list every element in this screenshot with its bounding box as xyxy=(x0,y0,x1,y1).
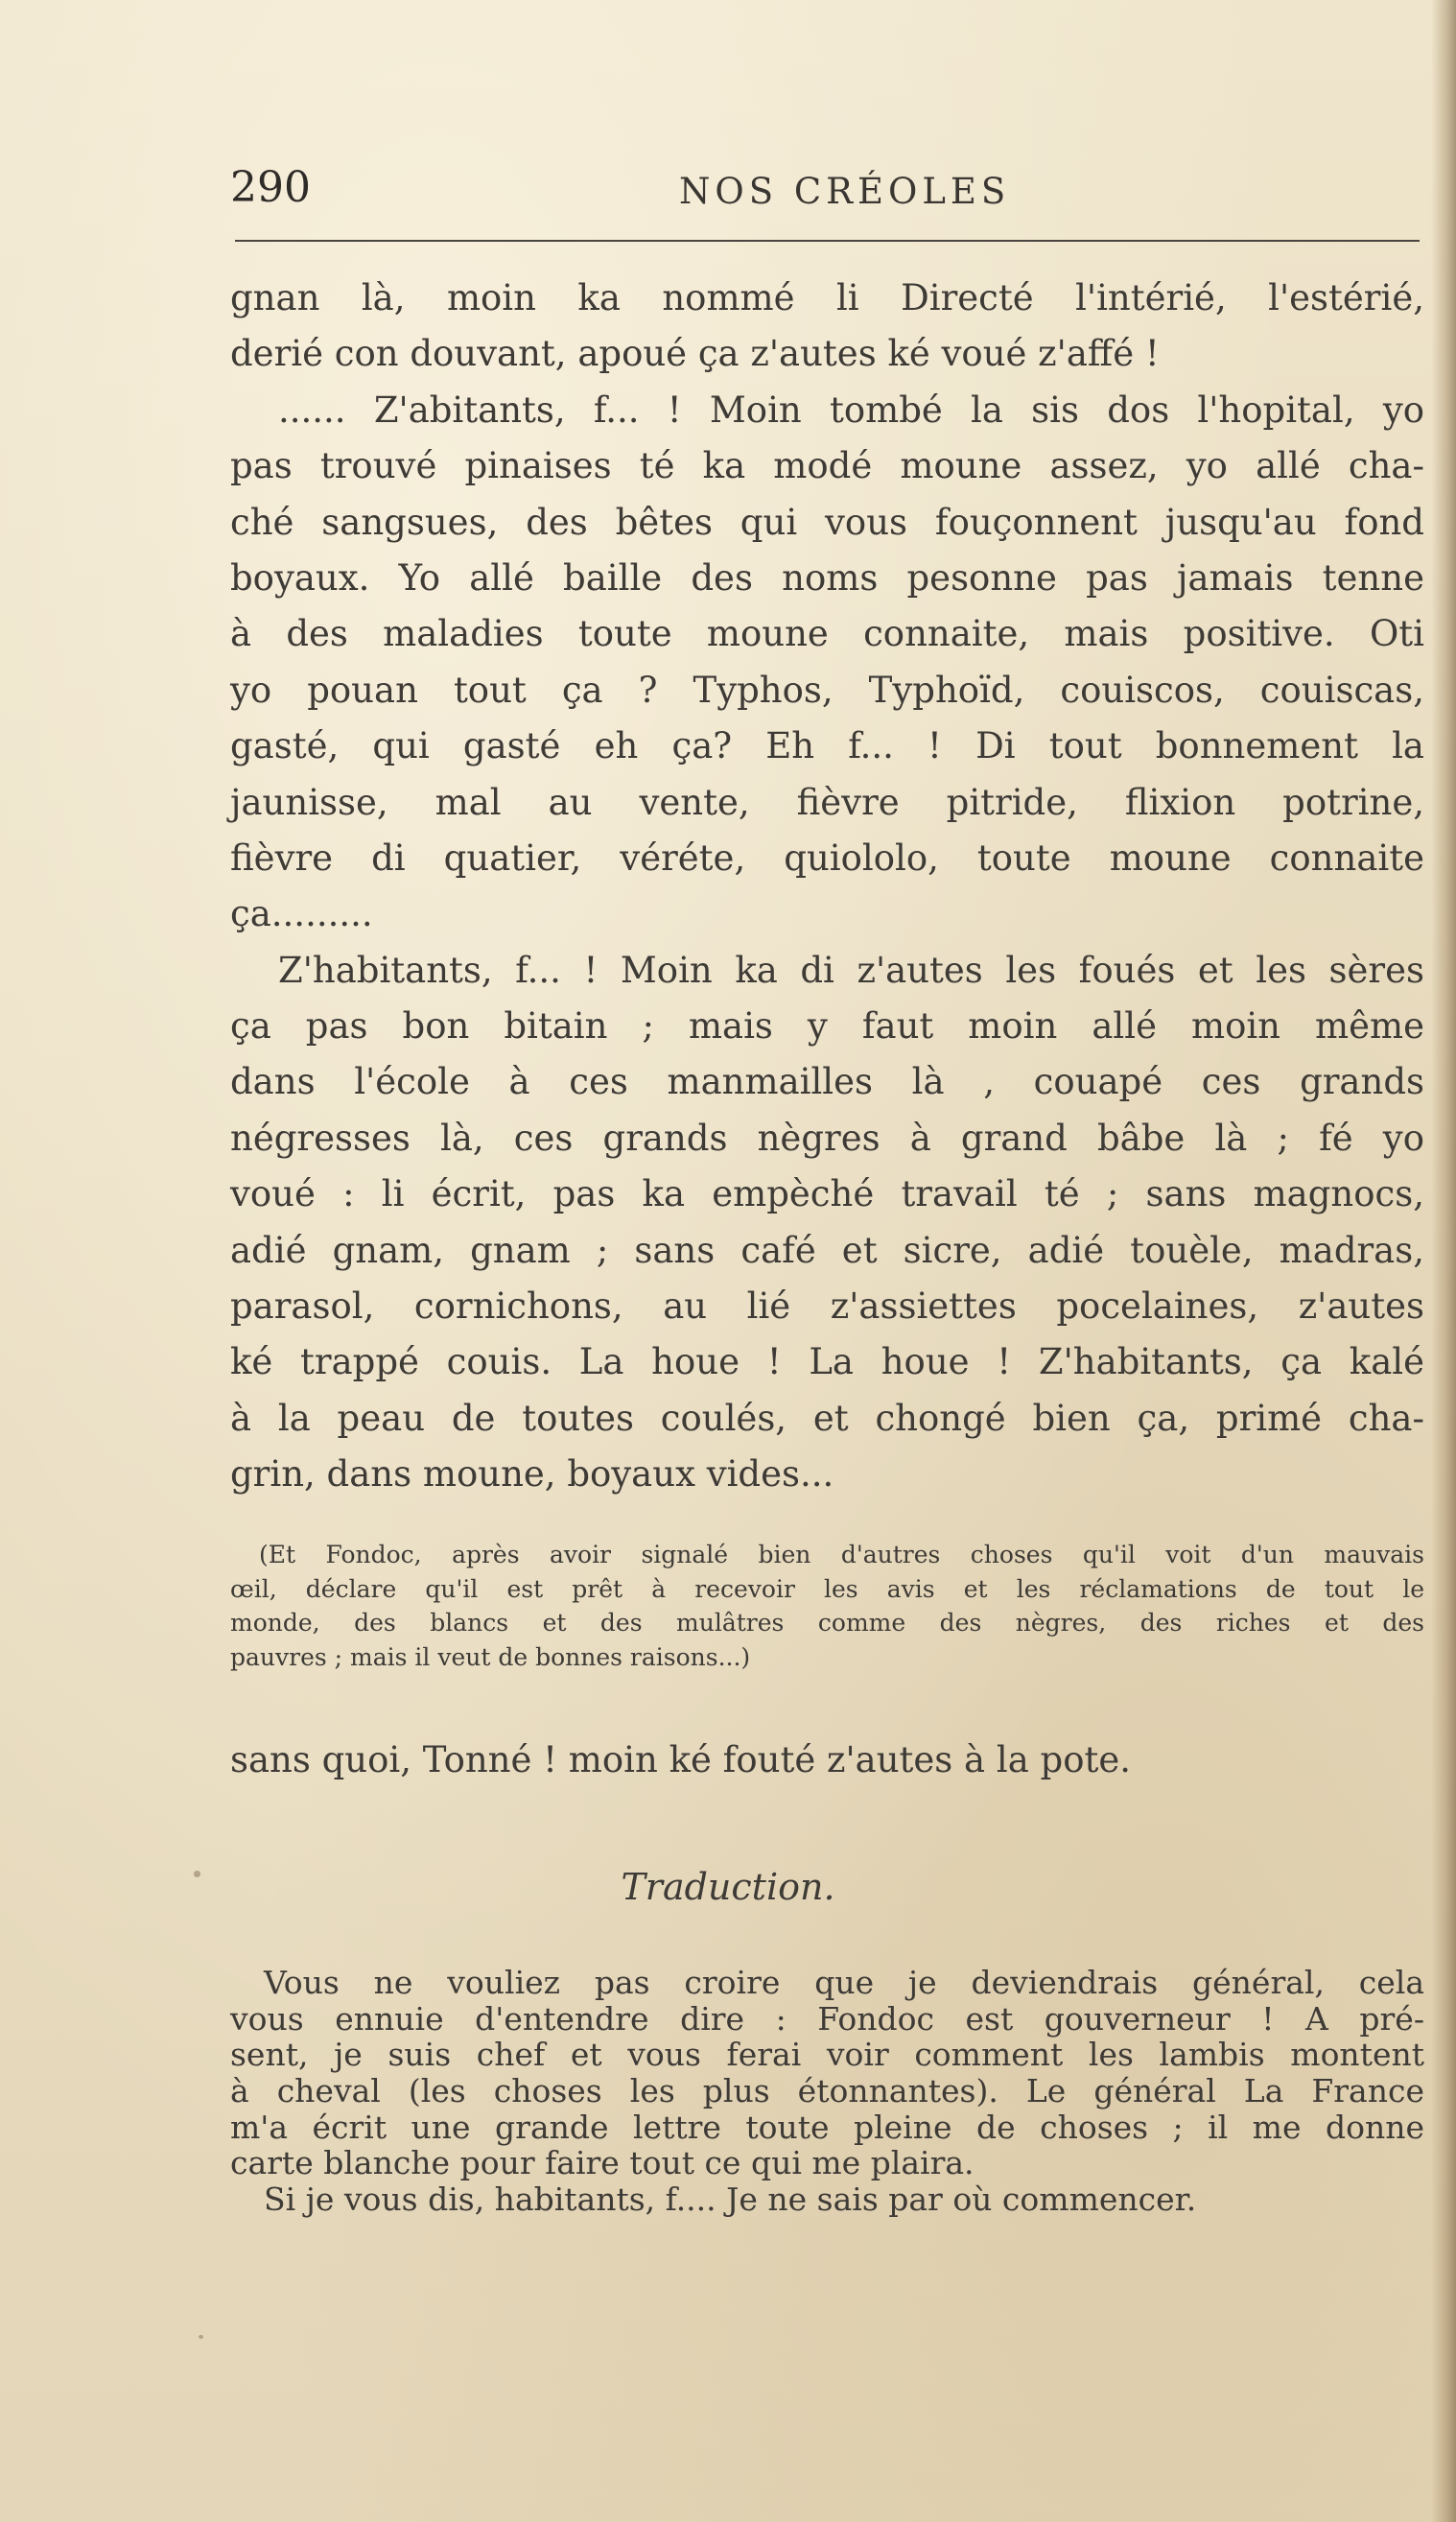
text-line: gnan là, moin ka nommé li Directé l'intérié, l'estérié, xyxy=(230,277,1424,318)
text-line: yo pouan tout ça ? Typhos, Typhoïd, couiscos, couiscas, xyxy=(230,669,1424,711)
text-line: à des maladies toute moune connaite, mais positive. Oti xyxy=(230,613,1424,655)
text-line: ...... Z'abitants, f... ! Moin tombé la sis dos l'hopital, yo xyxy=(278,389,1424,431)
translation-line: carte blanche pour faire tout ce qui me plaira. xyxy=(230,2144,975,2182)
note-line: monde, des blancs et des mulâtres comme des nègres, des riches et des xyxy=(230,1609,1424,1637)
text-line: ché sangsues, des bêtes qui vous fouçonnent jusqu'au fond xyxy=(230,501,1424,543)
paper-spot xyxy=(199,2335,203,2339)
bracketed-note xyxy=(230,1538,1424,1674)
text-line: parasol, cornichons, au lié z'assiettes pocelaines, z'autes xyxy=(230,1285,1424,1328)
text-line: voué : li écrit, pas ka empèché travail té ; sans magnocs, xyxy=(230,1173,1424,1215)
text-line: dans l'école à ces manmailles là , couapé ces grands xyxy=(230,1061,1424,1103)
translation-line: vous ennuie d'entendre dire : Fondoc est gouverneur ! A pré- xyxy=(230,1999,1424,2038)
text-line: grin, dans moune, boyaux vides... xyxy=(230,1453,834,1496)
running-title: NOS CRÉOLES xyxy=(679,171,1011,212)
text-line: ça......... xyxy=(230,893,373,935)
translation-line: Si je vous dis, habitants, f.... Je ne sais par où commencer. xyxy=(264,2180,1197,2219)
text-line: boyaux. Yo allé baille des noms pesonne pas jamais tenne xyxy=(230,556,1424,599)
text-line: ça pas bon bitain ; mais y faut moin allé moin même xyxy=(230,1005,1424,1048)
note-line: pauvres ; mais il veut de bonnes raisons...) xyxy=(230,1642,751,1671)
translation-text xyxy=(230,1965,1424,2218)
note-line: œil, déclare qu'il est prêt à recevoir les avis et les réclamations de tout le xyxy=(230,1574,1424,1603)
page-number: 290 xyxy=(230,163,311,212)
header-rule xyxy=(235,240,1420,242)
text-line: à la peau de toutes coulés, et chongé bien ça, primé cha- xyxy=(230,1397,1424,1439)
closing-line: sans quoi, Tonné ! moin ké fouté z'autes à la pote. xyxy=(230,1739,1132,1780)
text-line: jaunisse, mal au vente, fièvre pitride, flixion potrine, xyxy=(230,781,1424,823)
text-line: fièvre di quatier, véréte, quiololo, toute moune connaite xyxy=(230,837,1424,879)
translation-line: Vous ne vouliez pas croire que je deviendrais général, cela xyxy=(264,1964,1424,2001)
translation-line: m'a écrit une grande lettre toute pleine de choses ; il me donne xyxy=(230,2108,1424,2146)
page-edge-shadow xyxy=(1431,0,1456,2522)
running-header xyxy=(230,163,1424,221)
text-line: négresses là, ces grands nègres à grand bâbe là ; fé yo xyxy=(230,1117,1424,1159)
text-line: pas trouvé pinaises té ka modé moune assez, yo allé cha- xyxy=(230,445,1424,487)
text-line: Z'habitants, f... ! Moin ka di z'autes les foués et les sères xyxy=(278,949,1424,991)
note-line: (Et Fondoc, après avoir signalé bien d'autres choses qu'il voit d'un mauvais xyxy=(259,1541,1424,1568)
section-heading: Traduction. xyxy=(621,1866,835,1908)
text-line: ké trappé couis. La houe ! La houe ! Z'habitants, ça kalé xyxy=(230,1341,1424,1383)
text-line: gasté, qui gasté eh ça? Eh f... ! Di tout bonnement la xyxy=(230,725,1424,767)
text-line: adié gnam, gnam ; sans café et sicre, adié touèle, madras, xyxy=(230,1229,1424,1271)
translation-line: sent, je suis chef et vous ferai voir comment les lambis montent xyxy=(230,2036,1424,2074)
translation-line: à cheval (les choses les plus étonnantes). Le général La France xyxy=(230,2072,1424,2110)
creole-text xyxy=(230,271,1424,1503)
text-line: derié con douvant, apoué ça z'autes ké voué z'affé ! xyxy=(230,333,1160,375)
